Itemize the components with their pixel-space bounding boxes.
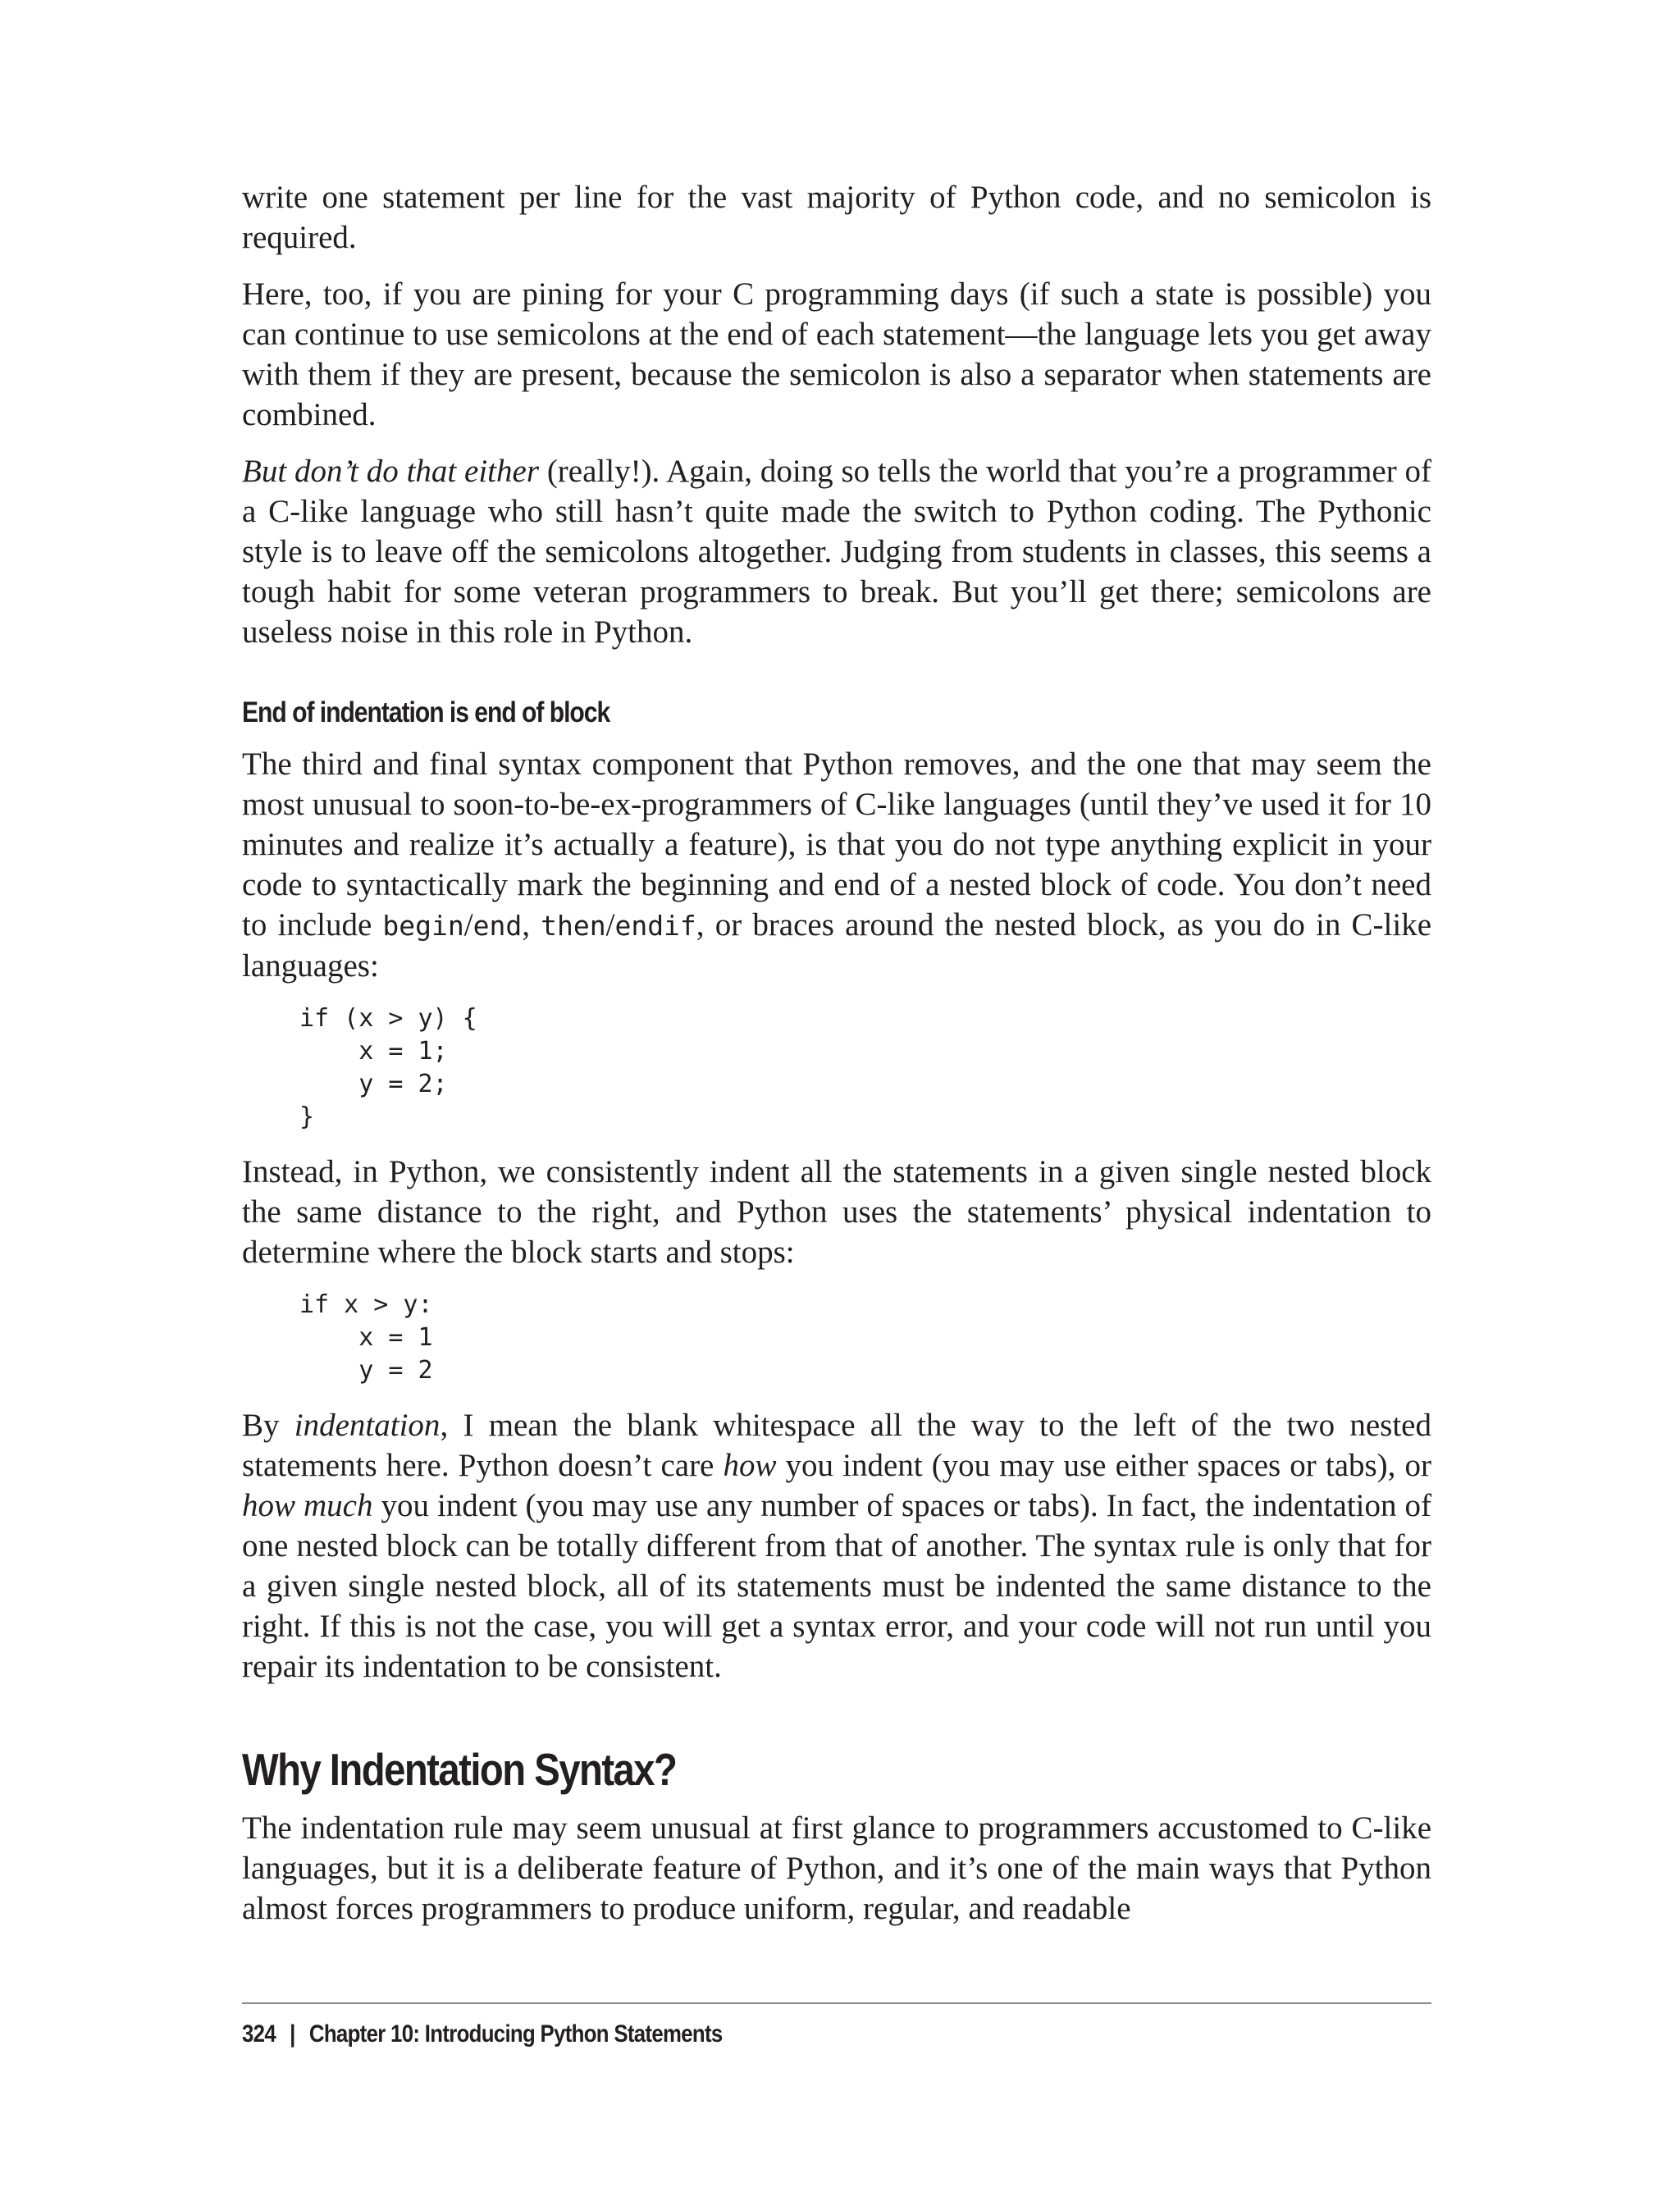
paragraph-semicolon-c-days: Here, too, if you are pining for your C programming days (if such a state is possible) you can continue to use semicolons at the end of each statement—the language lets you get away with them if they are present, because the semicolon is also a separator when statements are combined. bbox=[242, 276, 1431, 432]
inline-code-end: end bbox=[472, 910, 523, 942]
paragraph-dont-do-that-text: (really!). Again, doing so tells the world that you’re a programmer of a C-like language who still hasn’t quite made the switch to Python coding. The Pythonic style is to leave off the semicolons altogether. Judging from students in classes, this seems a tough habit for some veteran programmers to break. But you’ll get there; semicolons are useless noise in this role in Python. bbox=[242, 454, 1431, 650]
emphasis-how: how bbox=[723, 1448, 777, 1483]
text-comma: , bbox=[522, 907, 541, 943]
inline-code-begin: begin bbox=[382, 910, 464, 942]
paragraph-dont-do-that bbox=[242, 451, 1431, 652]
inline-code-endif: endif bbox=[614, 910, 696, 942]
subheading-end-of-indentation: End of indentation is end of block bbox=[242, 696, 610, 728]
footer-divider bbox=[242, 2002, 1431, 2004]
text-segment: , or braces around the nested block, as you do in C-like languages: bbox=[242, 907, 1431, 984]
text-slash: / bbox=[605, 907, 615, 943]
chapter-title: Chapter 10: Introducing Python Statements bbox=[308, 2020, 723, 2048]
section-heading-why-indentation: Why Indentation Syntax? bbox=[242, 1744, 677, 1795]
code-block-c-example: if (x > y) { x = 1; y = 2; } bbox=[299, 1004, 477, 1131]
inline-code-then: then bbox=[541, 910, 606, 942]
footer-separator: | bbox=[290, 2020, 295, 2048]
text-segment: The third and final syntax component that Python removes, and the one that may seem the most unusual to soon-to-be-ex-programmers of C-like languages (until they’ve used it for 10 minutes and realize it’s actually a feature), is that you do not type anything explicit in your code to syntactically mark the beginning and end of a nested block of code. You don’t need to include bbox=[242, 746, 1431, 943]
paragraph-indentation-meaning bbox=[242, 1405, 1431, 1687]
paragraph-indentation-rule: The indentation rule may seem unusual at first glance to programmers accustomed to C-like languages, but it is a deliberate feature of Python, and it’s one of the main ways that Python almost forces programmers to produce uniform, regular, and readable bbox=[242, 1810, 1431, 1926]
paragraph-python-indent: Instead, in Python, we consistently indent all the statements in a given single nested block the same distance to the right, and Python uses the statements’ physical indentation to determine where the block starts and stops: bbox=[242, 1154, 1431, 1270]
emphasis-indentation: indentation bbox=[294, 1408, 441, 1443]
text-segment: you indent (you may use any number of spaces or tabs). In fact, the indentation of one nested block can be totally different from that of another. The syntax rule is only that for a given single nested block, all of its statements must be indented the same distance to the right. If this is not the case, you will get a syntax error, and your code will not run until you repair its indentation to be consistent. bbox=[242, 1488, 1431, 1684]
text-slash: / bbox=[463, 907, 473, 943]
emphasis-how-much: how much bbox=[242, 1488, 373, 1523]
text-segment: By bbox=[242, 1408, 294, 1443]
paragraph-third-syntax-component bbox=[242, 744, 1431, 986]
text-segment: you indent (you may use either spaces or tabs), or bbox=[776, 1448, 1431, 1483]
code-block-python-example: if x > y: x = 1 y = 2 bbox=[299, 1290, 433, 1385]
page-content bbox=[242, 177, 1431, 1945]
text-segment: , I mean the blank whitespace all the way to the left of the two nested statements here. Python doesn’t care bbox=[242, 1408, 1431, 1483]
emphasis-dont-do-that: But don’t do that either bbox=[242, 454, 540, 489]
page-footer bbox=[242, 2018, 723, 2051]
page-number: 324 bbox=[242, 2020, 276, 2048]
paragraph-semicolon-intro: write one statement per line for the vast majority of Python code, and no semicolon is required. bbox=[242, 180, 1431, 255]
